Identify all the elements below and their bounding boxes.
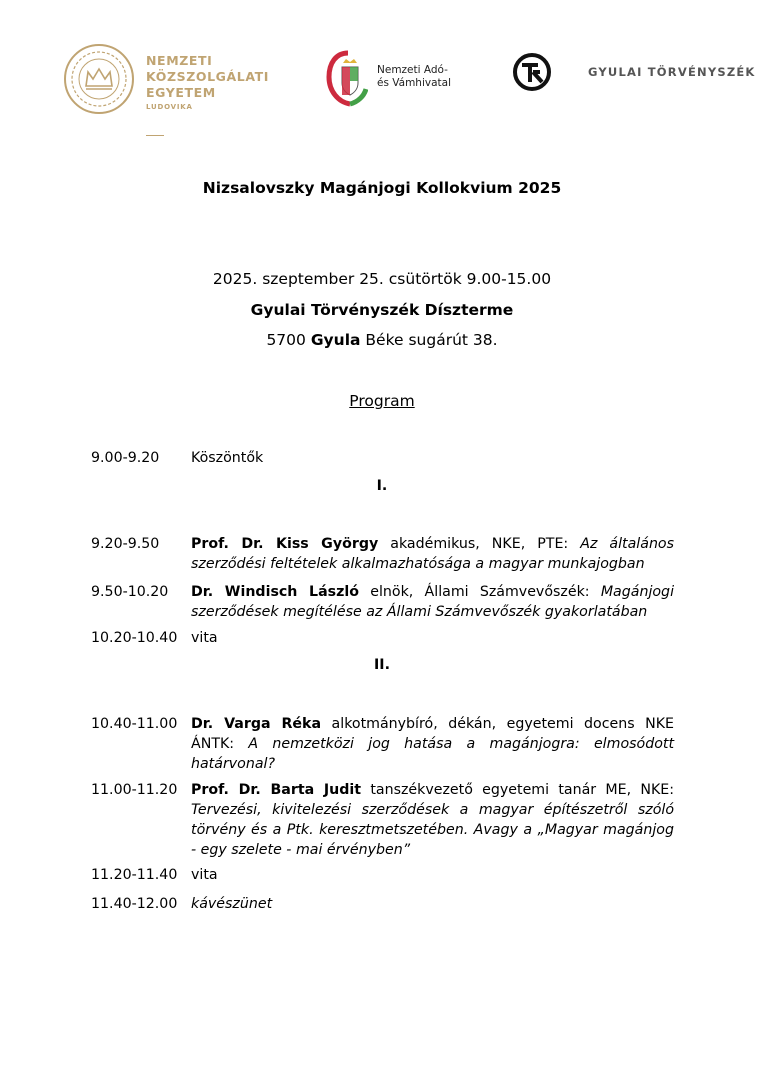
program-time: 9.50-10.20	[91, 584, 169, 600]
speaker-name: Prof. Dr. Barta Judit	[191, 782, 362, 798]
speaker-role: tanszékvezető egyetemi tanár ME, NKE:	[361, 782, 674, 798]
event-address	[0, 331, 764, 349]
program-time: 10.40-11.00	[91, 716, 178, 732]
speaker-name: Prof. Dr. Kiss György	[191, 536, 379, 552]
event-venue: Gyulai Törvényszék Díszterme	[250, 301, 514, 319]
program-text: Köszöntők	[191, 450, 264, 466]
nke-line-2: KÖZSZOLGÁLATI	[146, 69, 270, 84]
nav-line-2: és Vámhivatal	[377, 77, 451, 89]
speaker-role: elnök, Állami Számvevőszék:	[359, 584, 601, 600]
court-emblem-icon	[512, 52, 552, 92]
program-text	[191, 780, 674, 860]
nke-line-3: EGYETEM	[146, 85, 216, 100]
event-date: 2025. szeptember 25. csütörtök 9.00-15.00	[212, 270, 552, 288]
section-heading-2: II.	[374, 657, 390, 673]
program-time: 11.40-12.00	[91, 896, 178, 912]
nke-logo-text	[146, 53, 269, 111]
nav-line-1: Nemzeti Adó-	[377, 64, 448, 76]
court-name: GYULAI TÖRVÉNYSZÉK	[588, 65, 756, 79]
program-time: 9.00-9.20	[91, 450, 160, 466]
program-text: vita	[191, 630, 218, 646]
speaker-role: akadémikus, NKE, PTE:	[378, 536, 581, 552]
program-time: 11.20-11.40	[91, 867, 178, 883]
program-text	[191, 582, 674, 622]
section-heading-1: I.	[376, 478, 388, 494]
speaker-name: Dr. Varga Réka	[191, 716, 322, 732]
program-heading: Program	[349, 392, 415, 410]
hungarian-coat-of-arms-icon	[326, 49, 368, 107]
nke-line-1: NEMZETI	[146, 53, 213, 68]
header-logos	[0, 0, 764, 150]
talk-topic: Tervezési, kivitelezési szerződések a magyar építészetről szóló törvény és a Ptk. keresztmetszetében. Avagy a „Magyar magánjog - egy szelete - mai érvényben”	[191, 802, 674, 858]
program-time: 9.20-9.50	[91, 536, 160, 552]
event-title: Nizsalovszky Magánjogi Kollokvium 2025	[202, 179, 562, 197]
talk-topic: A nemzetközi jog hatása a magánjogra: elmosódott határvonal?	[191, 736, 675, 772]
speaker-name: Dr. Windisch László	[191, 584, 359, 600]
program-text	[191, 714, 674, 774]
program-time: 10.20-10.40	[91, 630, 178, 646]
address-street: Béke sugárút 38.	[365, 331, 498, 349]
talk-topic: Magánjogi szerződések megítélése az Állami Számvevőszék gyakorlatában	[191, 584, 675, 620]
nav-logo-text	[377, 64, 451, 90]
program-time: 11.00-11.20	[91, 782, 178, 798]
nke-divider	[146, 135, 164, 136]
speaker-role: alkotmánybíró, dékán, egyetemi docens NKE ÁNTK:	[191, 716, 674, 752]
program-text	[191, 534, 674, 574]
address-city: Gyula	[310, 331, 361, 349]
address-zip: 5700	[266, 331, 306, 349]
program-text: kávészünet	[191, 896, 273, 912]
talk-topic: Az általános szerződési feltételek alkalmazhatósága a magyar munkajogban	[191, 536, 675, 572]
nke-sub: LUDOVIKA	[146, 103, 193, 111]
program-text: vita	[191, 867, 218, 883]
nke-crown-emblem-icon	[62, 42, 136, 116]
